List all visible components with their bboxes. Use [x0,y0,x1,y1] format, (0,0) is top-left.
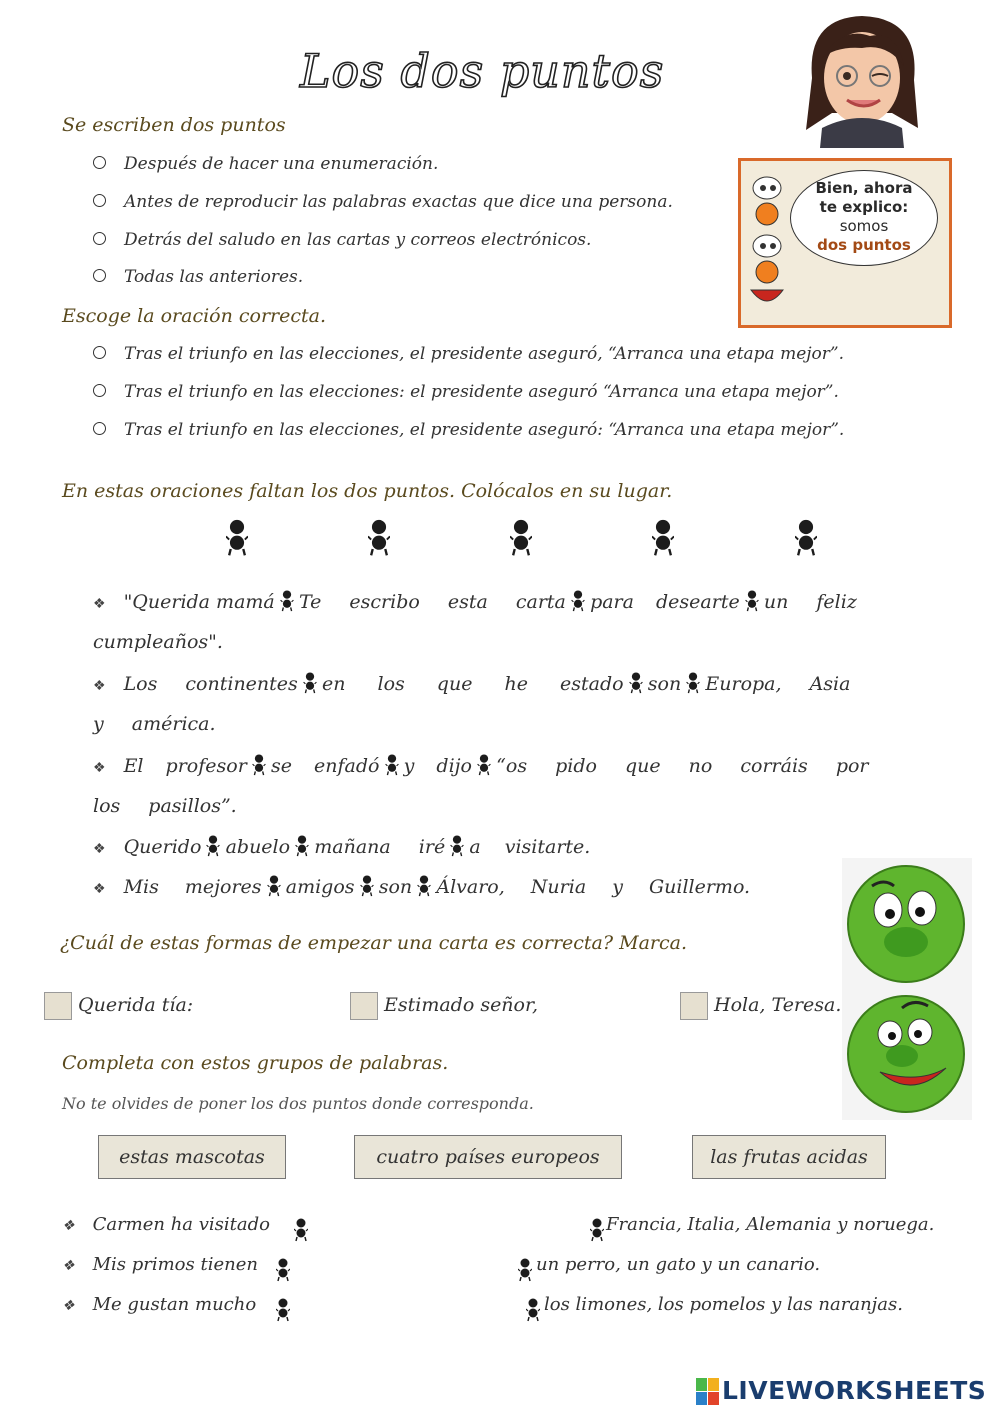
section5-heading: Completa con estos grupos de palabras. [62,1052,449,1074]
diamond-bullet-icon: ❖ [93,881,106,897]
completion-row: ❖ Carmen ha visitado [62,1214,270,1235]
sentence-2: ❖ Los continentes en los que he estado son Europa, Asia y américa. [93,673,851,735]
option-row[interactable]: Todas las anteriores. [93,267,303,287]
colon-drop-slot[interactable] [745,590,759,612]
colon-drop-slot[interactable] [477,754,491,776]
colon-drop-slot[interactable] [686,672,700,694]
checkbox[interactable] [44,992,72,1020]
colon-drop-slot[interactable] [295,835,309,857]
diamond-bullet-icon: ❖ [62,1298,75,1314]
sentence-3: ❖ El profesor se enfadó y dijo “os pido que no corráis por los pasillos”. [93,755,869,817]
completion-right: los limones, los pomelos y las naranjas. [544,1294,903,1315]
colon-drop-slot[interactable] [629,672,643,694]
radio-button[interactable] [93,232,106,245]
speech-bubble: Bien, ahora te explico: somos dos puntos [790,170,938,266]
liveworksheets-logo-icon [696,1378,720,1406]
colon-drop-slot[interactable] [385,754,399,776]
letter-option[interactable]: Estimado señor, [350,992,538,1020]
colon-drop-slot[interactable] [276,1256,290,1284]
colon-drop-slot[interactable] [294,1216,308,1244]
radio-button[interactable] [93,422,106,435]
option-row[interactable]: Antes de reproducir las palabras exactas que dice una persona. [93,192,673,212]
section1-heading: Se escriben dos puntos [62,114,286,136]
draggable-colon[interactable] [226,514,248,562]
radio-button[interactable] [93,346,106,359]
answer-drop-zone[interactable] [296,1254,512,1282]
option-row[interactable]: Tras el triunfo en las elecciones: el presidente aseguró “Arranca una etapa mejor”. [93,382,839,402]
page-title: Los dos puntos [300,44,665,98]
colon-character-icon [743,172,793,312]
colon-drop-slot[interactable] [590,1216,604,1244]
draggable-colon[interactable] [510,514,532,562]
section3-heading: En estas oraciones faltan los dos puntos. Colócalos en su lugar. [62,480,673,502]
colon-drop-slot[interactable] [518,1256,532,1284]
colon-drop-slot[interactable] [526,1296,540,1324]
completion-right: un perro, un gato y un canario. [536,1254,821,1275]
diamond-bullet-icon: ❖ [93,760,106,776]
word-chip[interactable]: las frutas acidas [692,1135,886,1179]
diamond-bullet-icon: ❖ [62,1218,75,1234]
sentence-5: ❖ Mis mejores amigos son Álvaro, Nuria y Guillermo. [93,876,751,898]
radio-button[interactable] [93,384,106,397]
diamond-bullet-icon: ❖ [62,1258,75,1274]
sentence-4: ❖ Querido abuelo mañana iré a visitarte. [93,836,591,858]
letter-option[interactable]: Querida tía: [44,992,193,1020]
section5-subheading: No te olvides de poner los dos puntos donde corresponda. [62,1094,534,1113]
colon-drop-slot[interactable] [303,672,317,694]
colon-drop-slot[interactable] [571,590,585,612]
colon-drop-slot[interactable] [360,875,374,897]
liveworksheets-brand: LIVEWORKSHEETS [722,1376,987,1405]
completion-row: ❖ Me gustan mucho [62,1294,257,1315]
colon-drop-slot[interactable] [280,590,294,612]
sentence-1: ❖ "Querida mamá Te escribo esta carta para desearte un feliz cumpleaños". [93,591,857,653]
green-faces-illustration [842,858,972,1120]
option-row[interactable]: Después de hacer una enumeración. [93,154,438,174]
diamond-bullet-icon: ❖ [93,841,106,857]
diamond-bullet-icon: ❖ [93,596,106,612]
option-row[interactable]: Tras el triunfo en las elecciones, el presidente aseguró, “Arranca una etapa mejor”. [93,344,844,364]
letter-option[interactable]: Hola, Teresa. [680,992,841,1020]
colon-drop-slot[interactable] [206,835,220,857]
completion-row: ❖ Mis primos tienen [62,1254,258,1275]
option-row[interactable]: Tras el triunfo en las elecciones, el presidente aseguró: “Arranca una etapa mejor”. [93,420,844,440]
colon-drop-slot[interactable] [252,754,266,776]
draggable-colon[interactable] [652,514,674,562]
draggable-colon[interactable] [368,514,390,562]
draggable-colon[interactable] [795,514,817,562]
diamond-bullet-icon: ❖ [93,678,106,694]
section4-heading: ¿Cuál de estas formas de empezar una carta es correcta? Marca. [60,932,687,954]
colon-drop-slot[interactable] [450,835,464,857]
colon-drop-slot[interactable] [267,875,281,897]
word-chip[interactable]: estas mascotas [98,1135,286,1179]
answer-drop-zone[interactable] [296,1294,520,1322]
section2-heading: Escoge la oración correcta. [62,305,327,327]
answer-drop-zone[interactable] [318,1214,588,1242]
radio-button[interactable] [93,194,106,207]
colon-drop-slot[interactable] [276,1296,290,1324]
teacher-avatar [792,8,932,148]
checkbox[interactable] [350,992,378,1020]
radio-button[interactable] [93,269,106,282]
completion-right: Francia, Italia, Alemania y noruega. [606,1214,935,1235]
colon-drop-slot[interactable] [417,875,431,897]
checkbox[interactable] [680,992,708,1020]
radio-button[interactable] [93,156,106,169]
option-row[interactable]: Detrás del saludo en las cartas y correos electrónicos. [93,230,591,250]
word-chip[interactable]: cuatro países europeos [354,1135,622,1179]
